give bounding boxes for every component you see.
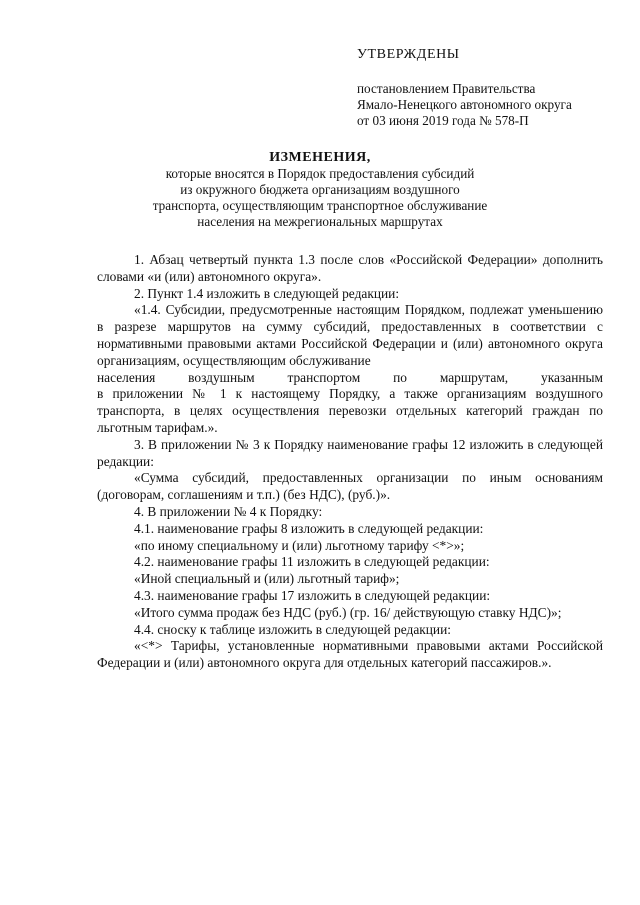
title-line-4: населения на межрегиональных маршрутах: [197, 214, 443, 229]
paragraph-10: «Иной специальный и (или) льготный тариф»;: [134, 571, 400, 587]
paragraph-4: 3. В приложении № 3 к Порядку наименование графы 12 изложить в следующей редакции:: [97, 436, 603, 469]
paragraph-9: 4.2. наименование графы 11 изложить в следующей редакции:: [134, 554, 490, 570]
paragraph-7: 4.1. наименование графы 8 изложить в следующей редакции:: [134, 520, 484, 536]
approval-heading: УТВЕРЖДЕНЫ: [357, 47, 460, 62]
paragraph-13: 4.4. сноску к таблице изложить в следующей редакции:: [134, 621, 451, 637]
paragraph-12: «Итого сумма продаж без НДС (руб.) (гр. 16/ действующую ставку НДС)»;: [134, 604, 562, 620]
paragraph-3-part-3: в приложении № 1 к настоящему Порядку, а также организациям воздушного транспорта, в целях осуществления перевозки отдельных категорий граждан по льготным тарифам.».: [97, 386, 603, 435]
title-line-1: которые вносятся в Порядок предоставления субсидий: [165, 166, 475, 181]
approval-line-1: постановлением Правительства: [357, 81, 536, 96]
paragraph-3-part-2: населения воздушным транспортом по маршрутам, указанным: [97, 369, 603, 385]
paragraph-14: «<*> Тарифы, установленные нормативными правовыми актами Российской Федерации и (или) автономного округа для отдельных категорий пассажиров.».: [97, 638, 603, 671]
paragraph-2: 2. Пункт 1.4 изложить в следующей редакции:: [134, 285, 400, 301]
paragraph-5: «Сумма субсидий, предоставленных организации по иным основаниям (договорам, соглашениям и т.п.) (без НДС), (руб.)».: [97, 470, 603, 503]
paragraph-3-part-1: «1.4. Субсидии, предусмотренные настоящим Порядком, подлежат уменьшению в разрезе маршрутов на сумму субсидий, предоставленных в соответствии с нормативными правовыми актами Российской Федерации и (или) автономного округа организациям, осуществляющим обслуживание: [97, 302, 603, 368]
approval-line-3: от 03 июня 2019 года № 578-П: [357, 113, 529, 128]
paragraph-1: 1. Абзац четвертый пункта 1.3 после слов «Российской Федерации» дополнить словами «и (или) автономного округа».: [97, 252, 603, 284]
document-title: [100, 150, 540, 230]
document-body: [97, 252, 603, 672]
paragraph-6: 4. В приложении № 4 к Порядку:: [134, 503, 323, 519]
title-line-2: из окружного бюджета организациям воздушного: [180, 182, 460, 197]
approval-line-2: Ямало-Ненецкого автономного округа: [357, 97, 572, 112]
paragraph-11: 4.3. наименование графы 17 изложить в следующей редакции:: [134, 587, 491, 603]
approval-stamp: [357, 47, 627, 129]
title-line-3: транспорта, осуществляющим транспортное обслуживание: [152, 198, 488, 213]
title-heading: ИЗМЕНЕНИЯ,: [269, 150, 371, 165]
paragraph-8: «по иному специальному и (или) льготному тарифу <*>»;: [134, 537, 465, 553]
